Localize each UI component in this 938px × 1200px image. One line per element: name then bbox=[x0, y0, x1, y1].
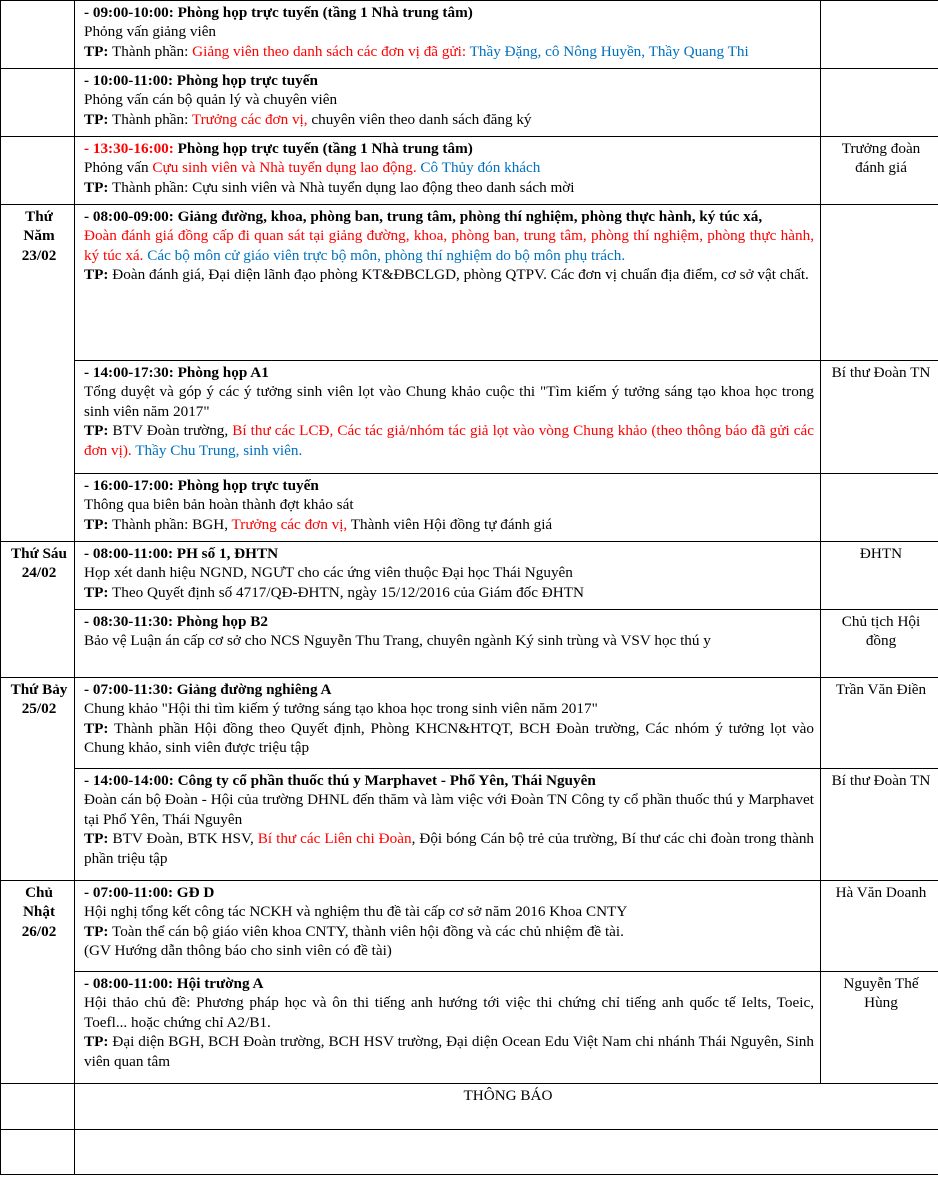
event-body: Hội thảo chủ đề: Phương pháp học và ôn thi tiếng anh hướng tới việc thi chứng chỉ tiếng anh quốc tế Ielts, Toeic, Toefl... hoặc chứng chỉ A2/B1. bbox=[84, 994, 814, 1031]
event-body: Phỏng vấn cán bộ quản lý và chuyên viên bbox=[84, 91, 338, 109]
table-row bbox=[1, 972, 938, 1084]
table-row bbox=[1, 610, 938, 678]
day-cell bbox=[1, 1, 75, 69]
table-row bbox=[1, 69, 938, 137]
event-body: Thông qua biên bản hoàn thành đợt khảo sát bbox=[84, 496, 354, 514]
host-cell: Trần Văn Điền bbox=[821, 678, 938, 769]
event-participants: TP: Thành phần: BGH, Trưởng các đơn vị, Thành viên Hội đồng tự đánh giá bbox=[84, 515, 553, 533]
event-participants: TP: Đại diện BGH, BCH Đoàn trường, BCH HSV trường, Đại diện Ocean Edu Việt Nam chi nhánh Thái Nguyên, Sinh viên quan tâm bbox=[84, 1033, 814, 1070]
notice-row bbox=[1, 1084, 938, 1130]
table-row bbox=[1, 881, 938, 972]
notice-blank-cell bbox=[1, 1084, 75, 1130]
event-participants: TP: Thành phần: Giảng viên theo danh sách các đơn vị đã gửi: Thầy Đặng, cô Nông Huyền, Thầy Quang Thi bbox=[84, 42, 749, 60]
event-title: - 08:00-11:00: Hội trường A bbox=[84, 975, 264, 992]
event-title: - 16:00-17:00: Phòng họp trực tuyến bbox=[84, 477, 319, 494]
event-note: (GV Hướng dẫn thông báo cho sinh viên có đề tài) bbox=[84, 942, 392, 960]
event-title: - 08:00-11:00: PH số 1, ĐHTN bbox=[84, 545, 279, 562]
event-body: Đoàn đánh giá đồng cấp đi quan sát tại giảng đường, khoa, phòng ban, trung tâm, phòng thí nghiệm, phòng thực hành, ký túc xá. Các bộ môn cử giáo viên trực bộ môn, phòng thí nghiệm do bộ môn phụ trách. bbox=[84, 227, 814, 264]
notice-row bbox=[1, 1130, 938, 1175]
event-cell bbox=[75, 542, 821, 610]
day-cell: Thứ Năm 23/02 bbox=[1, 205, 75, 542]
event-cell bbox=[75, 1, 821, 69]
day-cell bbox=[1, 137, 75, 205]
notice-blank-cell bbox=[1, 1130, 75, 1175]
host-cell: Nguyễn Thế Hùng bbox=[821, 972, 938, 1084]
table-row bbox=[1, 769, 938, 881]
event-title: - 08:00-09:00: Giảng đường, khoa, phòng ban, trung tâm, phòng thí nghiệm, phòng thực hành, ký túc xá, bbox=[84, 208, 763, 225]
event-participants: TP: BTV Đoàn trường, Bí thư các LCĐ, Các tác giả/nhóm tác giả lọt vào vòng Chung khảo (theo thông báo đã gửi các đơn vị). Thầy Chu Trung, sinh viên. bbox=[84, 422, 814, 459]
event-title: - 07:00-11:00: GĐ D bbox=[84, 884, 215, 901]
event-title: - 08:30-11:30: Phòng họp B2 bbox=[84, 613, 268, 630]
event-body: Hội nghị tổng kết công tác NCKH và nghiệm thu đề tài cấp cơ sở năm 2016 Khoa CNTY bbox=[84, 903, 628, 921]
host-cell: Hà Văn Doanh bbox=[821, 881, 938, 972]
event-title: - 14:00-14:00: Công ty cổ phần thuốc thú y Marphavet - Phổ Yên, Thái Nguyên bbox=[84, 772, 596, 789]
host-cell: Bí thư Đoàn TN bbox=[821, 361, 938, 474]
host-cell bbox=[821, 205, 938, 361]
event-participants: TP: Theo Quyết định số 4717/QĐ-ĐHTN, ngày 15/12/2016 của Giám đốc ĐHTN bbox=[84, 583, 584, 601]
day-cell: Chủ Nhật 26/02 bbox=[1, 881, 75, 1084]
table-row bbox=[1, 361, 938, 474]
host-cell: Bí thư Đoàn TN bbox=[821, 769, 938, 881]
event-cell bbox=[75, 678, 821, 769]
day-cell bbox=[1, 69, 75, 137]
event-participants: TP: Thành phần: Cựu sinh viên và Nhà tuyển dụng lao động theo danh sách mời bbox=[84, 178, 575, 196]
day-cell: Thứ Sáu 24/02 bbox=[1, 542, 75, 678]
table-row bbox=[1, 137, 938, 205]
event-body: Họp xét danh hiệu NGND, NGƯT cho các ứng viên thuộc Đại học Thái Nguyên bbox=[84, 564, 573, 582]
event-cell bbox=[75, 610, 821, 678]
event-cell bbox=[75, 972, 821, 1084]
event-title: - 09:00-10:00: Phòng họp trực tuyến (tầng 1 Nhà trung tâm) bbox=[84, 4, 473, 21]
event-cell bbox=[75, 474, 821, 542]
host-cell bbox=[821, 69, 938, 137]
event-body: Phỏng vấn Cựu sinh viên và Nhà tuyển dụng lao động. Cô Thủy đón khách bbox=[84, 159, 541, 177]
table-row bbox=[1, 542, 938, 610]
day-cell: Thứ Bảy 25/02 bbox=[1, 678, 75, 881]
notice-content-cell bbox=[75, 1130, 938, 1175]
event-cell bbox=[75, 69, 821, 137]
notice-title: THÔNG BÁO bbox=[75, 1084, 938, 1130]
table-row bbox=[1, 678, 938, 769]
host-cell: ĐHTN bbox=[821, 542, 938, 610]
host-cell: Chủ tịch Hội đồng bbox=[821, 610, 938, 678]
table-row bbox=[1, 205, 938, 361]
event-participants: TP: Thành phần Hội đồng theo Quyết định, Phòng KHCN&HTQT, BCH Đoàn trường, Các nhóm ý tưởng lọt vào Chung khảo, sinh viên được triệu tập bbox=[84, 719, 814, 757]
event-participants: TP: Đoàn đánh giá, Đại diện lãnh đạo phòng KT&ĐBCLGD, phòng QTPV. Các đơn vị chuẩn địa điểm, cơ sở vật chất. bbox=[84, 266, 809, 284]
event-cell bbox=[75, 205, 821, 361]
event-title: - 13:30-16:00: Phòng họp trực tuyến (tầng 1 Nhà trung tâm) bbox=[84, 140, 473, 157]
host-cell bbox=[821, 474, 938, 542]
event-cell bbox=[75, 137, 821, 205]
event-body: Tổng duyệt và góp ý các ý tưởng sinh viên lọt vào Chung khảo cuộc thi "Tìm kiếm ý tưởng sáng tạo khoa học trong sinh viên năm 2017" bbox=[84, 383, 814, 420]
event-title: - 07:00-11:30: Giảng đường nghiêng A bbox=[84, 681, 332, 698]
event-cell bbox=[75, 361, 821, 474]
event-participants: TP: Thành phần: Trưởng các đơn vị, chuyên viên theo danh sách đăng ký bbox=[84, 110, 532, 128]
event-title: - 14:00-17:30: Phòng họp A1 bbox=[84, 364, 269, 381]
event-cell bbox=[75, 769, 821, 881]
table-row bbox=[1, 1, 938, 69]
host-cell: Trưởng đoàn đánh giá bbox=[821, 137, 938, 205]
event-body: Bảo vệ Luận án cấp cơ sở cho NCS Nguyễn Thu Trang, chuyên ngành Ký sinh trùng và VSV học thú y bbox=[84, 632, 711, 650]
event-cell bbox=[75, 881, 821, 972]
table-row bbox=[1, 474, 938, 542]
event-participants: TP: Toàn thể cán bộ giáo viên khoa CNTY, thành viên hội đồng và các chủ nhiệm đề tài. bbox=[84, 922, 624, 940]
event-body: Đoàn cán bộ Đoàn - Hội của trường DHNL đến thăm và làm việc với Đoàn TN Công ty cổ phần thuốc thú y Marphavet tại Phổ Yên, Thái Nguyên bbox=[84, 791, 814, 828]
event-participants: TP: BTV Đoàn, BTK HSV, Bí thư các Liên chi Đoàn, Đội bóng Cán bộ trẻ của trường, Bí thư các chi đoàn trong thành phần triệu tập bbox=[84, 830, 815, 867]
host-cell bbox=[821, 1, 938, 69]
event-body: Phỏng vấn giảng viên bbox=[84, 23, 217, 41]
event-body: Chung khảo "Hội thi tìm kiếm ý tưởng sáng tạo khoa học trong sinh viên năm 2017" bbox=[84, 700, 598, 718]
event-title: - 10:00-11:00: Phòng họp trực tuyến bbox=[84, 72, 318, 89]
